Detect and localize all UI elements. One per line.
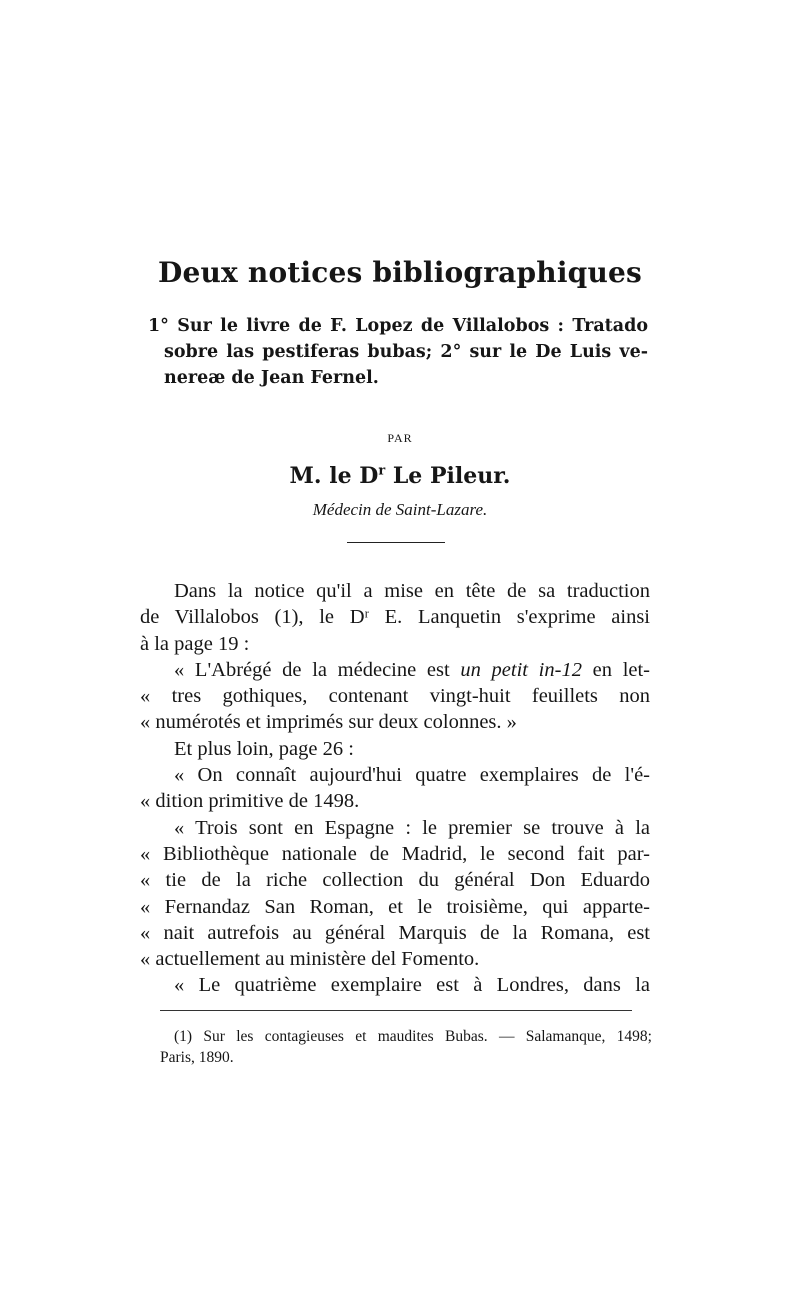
quote-text: « L'Abrégé de la médecine est xyxy=(174,658,461,681)
footnote xyxy=(160,1026,652,1068)
page-title: Deux notices bibliographiques xyxy=(158,256,642,289)
body-line: « Bibliothèque nationale de Madrid, le second fait par- xyxy=(140,842,650,865)
body-line: de Villalobos (1), le Dʳ E. Lanquetin s'exprime ainsi xyxy=(140,606,650,629)
body-line: « actuellement au ministère del Fomento. xyxy=(140,948,480,971)
subtitle-line-2: sobre las pestiferas bubas; 2° sur le De Luis ve- xyxy=(164,342,648,362)
author-affiliation: Médecin de Saint-Lazare. xyxy=(312,500,488,519)
body-line: « tres gothiques, contenant vingt-huit feuillets non xyxy=(140,685,650,708)
body-line: Dans la notice qu'il a mise en tête de sa traduction xyxy=(174,580,650,602)
body-line: Et plus loin, page 26 : xyxy=(174,737,354,760)
author-name xyxy=(0,463,800,489)
separator-rule xyxy=(347,542,445,543)
body-line-quote-start xyxy=(140,657,650,683)
quote-emphasis: un petit in-12 xyxy=(460,658,582,681)
body-line: « numérotés et imprimés sur deux colonnes. » xyxy=(140,711,517,734)
quote-text: en let- xyxy=(581,658,651,681)
body-line: « Fernandaz San Roman, et le troisième, qui apparte- xyxy=(140,895,650,918)
footnote-line-2: Paris, 1890. xyxy=(160,1049,234,1066)
author-prefix: M. le D xyxy=(289,463,379,489)
author-surname: Le Pileur. xyxy=(385,463,511,489)
body-line: « Le quatrième exemplaire est à Londres, dans la xyxy=(174,974,650,997)
body-line: « On connaît aujourd'hui quatre exemplaires de l'é- xyxy=(174,764,650,787)
body-line: « Trois sont en Espagne : le premier se trouve à la xyxy=(174,816,650,839)
author-title-sup: r xyxy=(378,463,386,479)
body-line: « dition primitive de 1498. xyxy=(140,790,360,813)
subtitle xyxy=(148,313,648,391)
body-line: « tie de la riche collection du général Don Eduardo xyxy=(140,869,650,892)
body-text xyxy=(140,578,650,999)
footnote-rule xyxy=(160,1010,632,1011)
footnote-line-1: (1) Sur les contagieuses et maudites Bubas. — Salamanque, 1498; xyxy=(174,1028,652,1045)
byline-par: PAR xyxy=(387,431,413,445)
body-line: à la page 19 : xyxy=(140,632,250,655)
body-line: « nait autrefois au général Marquis de la Romana, est xyxy=(140,921,650,944)
subtitle-line-1: 1° Sur le livre de F. Lopez de Villalobos : Tratado xyxy=(148,316,648,336)
subtitle-line-3: nereæ de Jean Fernel. xyxy=(164,368,379,388)
